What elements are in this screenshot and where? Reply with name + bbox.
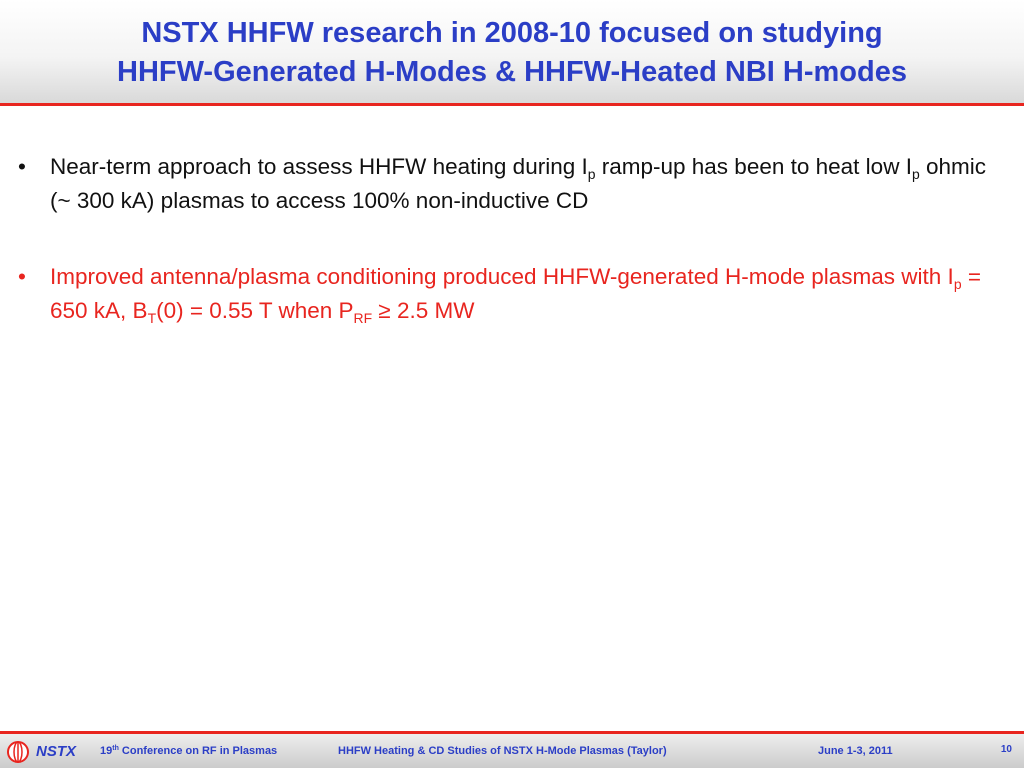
subscript: T [147, 310, 157, 326]
subscript: p [587, 166, 596, 182]
bullet-text: ramp-up has been to heat low I [595, 154, 912, 179]
footer-conference-name: Conference on RF in Plasmas [118, 745, 278, 757]
logo-wordmark: NSTX [36, 743, 77, 760]
bullet-text: Near-term approach to assess HHFW heating during I [50, 154, 588, 179]
footer-talk-title: HHFW Heating & CD Studies of NSTX H-Mode Plasmas (Taylor) [338, 745, 667, 757]
slide-title-line-1: NSTX HHFW research in 2008-10 focused on studying [141, 17, 883, 49]
bullet-item-ohmic-heating [18, 150, 1008, 218]
subscript: p [911, 166, 920, 182]
bullet-text: ≥ 2.5 MW [372, 298, 475, 323]
page-number: 10 [1000, 744, 1012, 755]
slide-footer [0, 734, 1024, 768]
footer-conference-ordinal: th [112, 745, 119, 752]
bullet-text: = 650 kA, B [50, 264, 981, 323]
title-divider [0, 103, 1024, 106]
bullet-text: ohmic (~ 300 kA) plasmas to access 100% non-inductive CD [50, 154, 986, 213]
bullet-list [18, 150, 1008, 328]
footer-conference-number: 19 [100, 745, 113, 757]
footer-conference [100, 745, 277, 757]
bullet-marker: • [18, 154, 26, 179]
bullet-marker: • [18, 264, 26, 289]
footer-date: June 1-3, 2011 [818, 745, 893, 757]
slide-header [0, 0, 1024, 103]
subscript: RF [353, 310, 373, 326]
bullet-item-h-mode-plasmas [18, 260, 1008, 328]
nstx-logo-icon [6, 740, 30, 764]
slide-title [0, 14, 1024, 92]
bullet-text: Improved antenna/plasma conditioning produced HHFW-generated H-mode plasmas with I [50, 264, 954, 289]
slide-title-line-2: HHFW-Generated H-Modes & HHFW-Heated NBI H-modes [117, 56, 907, 88]
subscript: p [953, 276, 962, 292]
bullet-text: (0) = 0.55 T when P [156, 298, 354, 323]
nstx-logo [6, 740, 86, 764]
